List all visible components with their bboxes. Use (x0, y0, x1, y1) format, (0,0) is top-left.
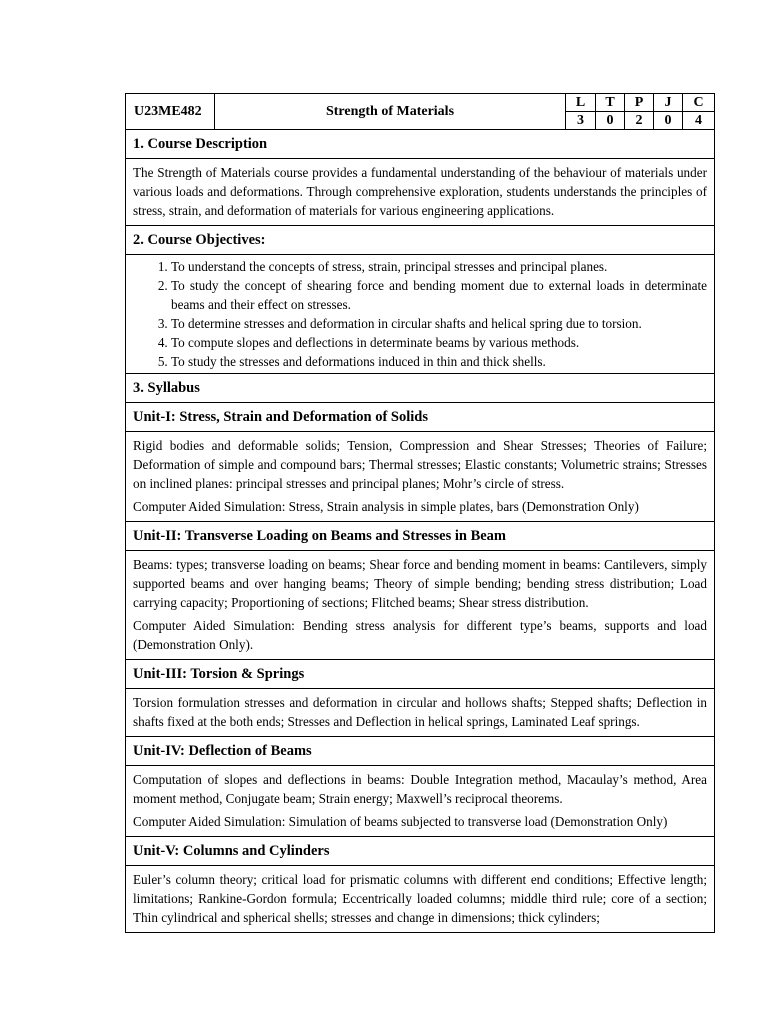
unit-3-title: Unit-III: Torsion & Springs (126, 660, 715, 689)
description-text: The Strength of Materials course provides a fundamental understanding of the behaviour of materials under various loads and deformations. Through comprehensive exploration, students understands the principles of stress, strain, and deformation of materials for various engineering applications. (126, 159, 715, 226)
objectives-list (126, 257, 707, 371)
unit-1-title: Unit-I: Stress, Strain and Deformation of Solids (126, 403, 715, 432)
course-title: Strength of Materials (215, 94, 566, 130)
ltpjc-value-j: 0 (654, 112, 683, 130)
ltpjc-header-c: C (683, 94, 715, 112)
unit-4-content: Computation of slopes and deflections in beams: Double Integration method, Macaulay’s method, Area moment method, Conjugate beam; Strain energy; Maxwell’s reciprocal theorems. (133, 772, 707, 806)
unit-4-simulation: Computer Aided Simulation: Simulation of beams subjected to transverse load (Demonstration Only) (133, 814, 668, 829)
unit-5-body (126, 866, 715, 933)
ltpjc-header-t: T (596, 94, 625, 112)
ltpjc-header-j: J (654, 94, 683, 112)
unit-3-body (126, 689, 715, 737)
objectives-list-cell (126, 255, 715, 374)
unit-1-body (126, 432, 715, 522)
course-table (125, 93, 715, 933)
objective-item: 5. To study the stresses and deformations induced in thin and thick shells. (171, 352, 707, 371)
objective-item: 4. To compute slopes and deflections in determinate beams by various methods. (171, 333, 707, 352)
ltpjc-header-p: P (625, 94, 654, 112)
unit-5-title: Unit-V: Columns and Cylinders (126, 837, 715, 866)
unit-2-simulation: Computer Aided Simulation: Bending stress analysis for different type’s beams, supports and load (Demonstration Only). (133, 618, 707, 652)
unit-1-simulation: Computer Aided Simulation: Stress, Strain analysis in simple plates, bars (Demonstration Only) (133, 499, 639, 514)
objective-item: 3. To determine stresses and deformation in circular shafts and helical spring due to torsion. (171, 314, 707, 333)
unit-2-content: Beams: types; transverse loading on beams; Shear force and bending moment in beams: Cantilevers, simply supported beams and over hanging beams; Theory of simple bending; bending stress distribution; Load carrying capacity; Proportioning of sections; Flitched beams; Shear stress distribution. (133, 557, 707, 610)
course-syllabus-page (125, 93, 714, 933)
ltpjc-value-c: 4 (683, 112, 715, 130)
ltpjc-value-p: 2 (625, 112, 654, 130)
ltpjc-header-l: L (566, 94, 596, 112)
section-heading-objectives: 2. Course Objectives: (126, 226, 715, 255)
course-code: U23ME482 (126, 94, 215, 130)
unit-3-content: Torsion formulation stresses and deformation in circular and hollows shafts; Stepped shafts; Deflection in shafts fixed at the both ends; Stresses and Deflection in helical springs, Laminated Leaf springs. (133, 695, 707, 729)
unit-2-title: Unit-II: Transverse Loading on Beams and Stresses in Beam (126, 522, 715, 551)
unit-5-content: Euler’s column theory; critical load for prismatic columns with different end conditions; Effective length; limitations; Rankine-Gordon formula; Eccentrically loaded columns; middle third rule; core of a section; Thin cylindrical and spherical shells; stresses and change in dimensions; thick cylinders; (133, 872, 707, 925)
ltpjc-value-t: 0 (596, 112, 625, 130)
section-heading-syllabus: 3. Syllabus (126, 374, 715, 403)
ltpjc-value-l: 3 (566, 112, 596, 130)
unit-4-body (126, 766, 715, 837)
section-heading-description: 1. Course Description (126, 130, 715, 159)
objective-item: 2. To study the concept of shearing force and bending moment due to external loads in determinate beams and their effect on stresses. (171, 276, 707, 314)
unit-4-title: Unit-IV: Deflection of Beams (126, 737, 715, 766)
unit-1-content: Rigid bodies and deformable solids; Tension, Compression and Shear Stresses; Theories of Failure; Deformation of simple and compound bars; Thermal stresses; Elastic constants; Volumetric strains; Stresses on inclined planes: principal stresses and principal planes; Mohr’s circle of stress. (133, 438, 707, 491)
unit-2-body (126, 551, 715, 660)
objective-item: 1. To understand the concepts of stress, strain, principal stresses and principal planes. (171, 257, 707, 276)
header-row-letters (126, 94, 715, 112)
